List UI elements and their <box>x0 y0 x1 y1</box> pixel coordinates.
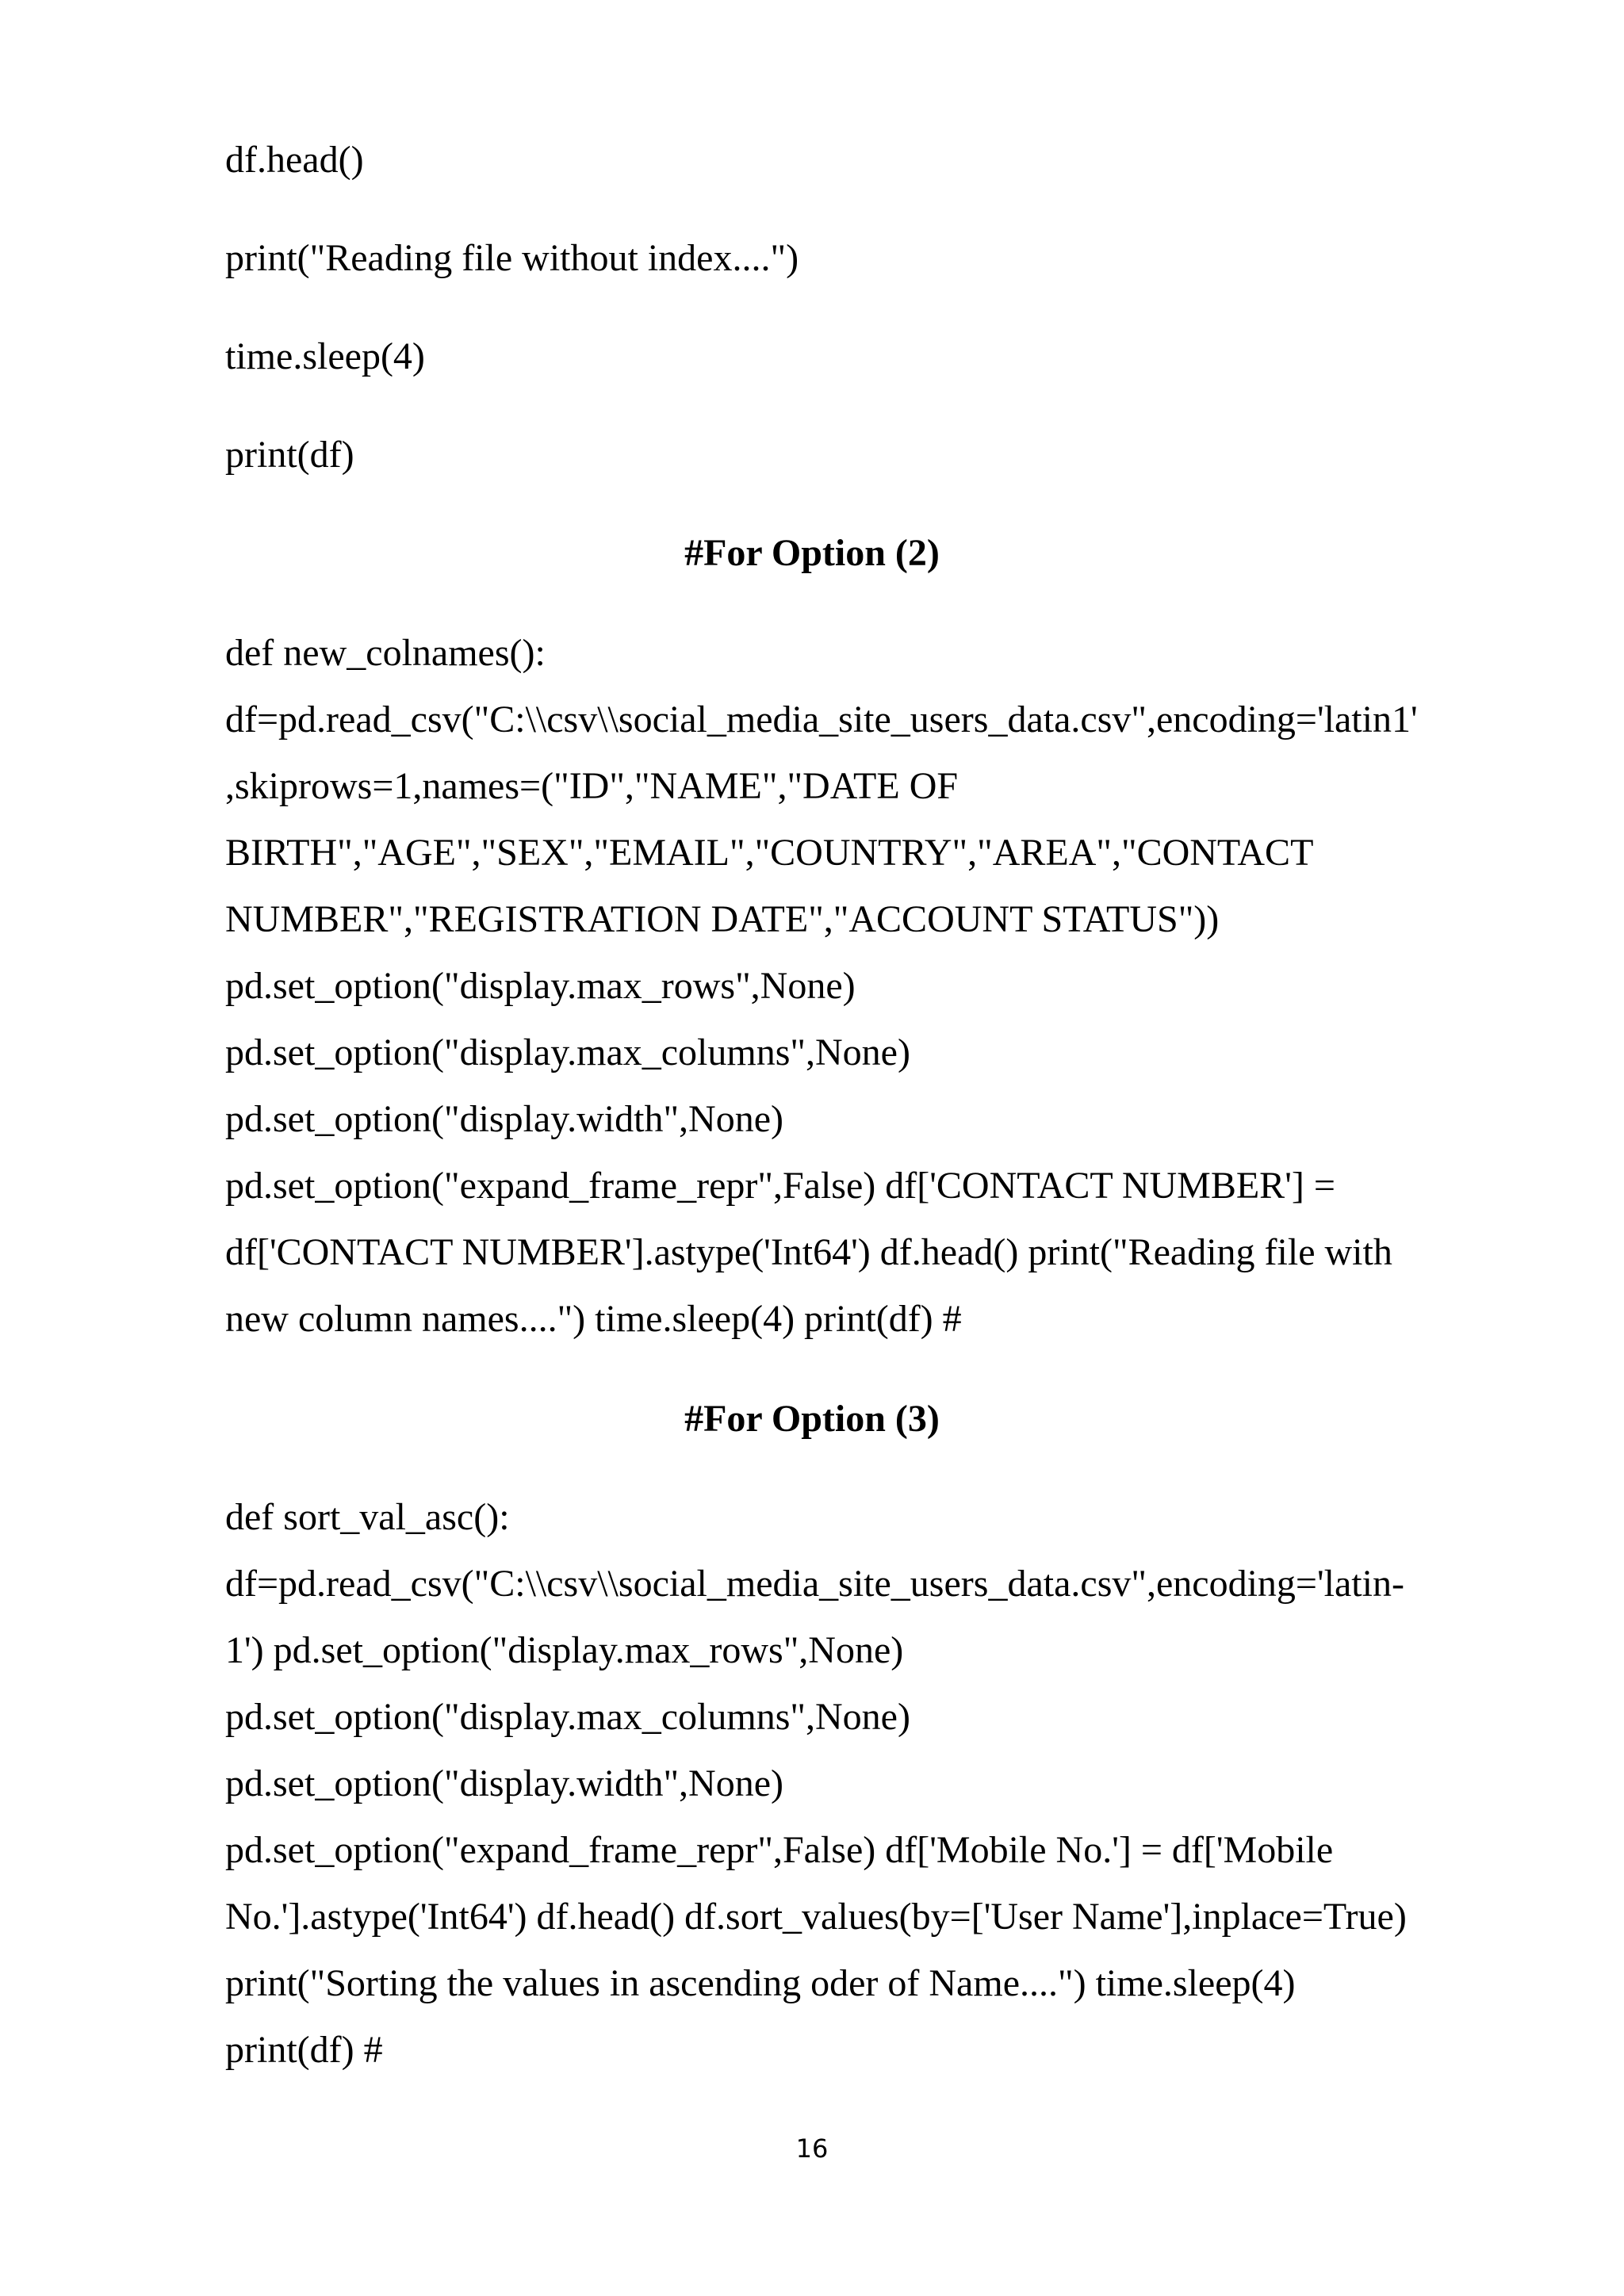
code-line: df=pd.read_csv("C:\\csv\\social_media_site_users_data.csv",encoding='latin- <box>225 1563 1404 1605</box>
code-line: pd.set_option("display.max_rows",None) <box>225 965 856 1007</box>
code-line: ,skiprows=1,names=("ID","NAME","DATE OF <box>225 765 959 807</box>
code-line: pd.set_option("display.max_columns",None) <box>225 1031 910 1073</box>
code-line: 1') pd.set_option("display.max_rows",None) <box>225 1629 904 1671</box>
code-line: time.sleep(4) <box>225 335 425 377</box>
code-line: def new_colnames(): <box>225 632 546 674</box>
code-line: BIRTH","AGE","SEX","EMAIL","COUNTRY","AREA","CONTACT <box>225 832 1314 874</box>
code-line: print("Sorting the values in ascending oder of Name....") time.sleep(4) <box>225 1962 1296 2004</box>
section-heading-option-2: #For Option (2) <box>684 532 940 574</box>
code-line: pd.set_option("display.width",None) <box>225 1098 783 1140</box>
page-number: 16 <box>795 2133 829 2164</box>
code-line: pd.set_option("expand_frame_repr",False) df['Mobile No.'] = df['Mobile <box>225 1829 1334 1871</box>
code-line: def sort_val_asc(): <box>225 1496 510 1538</box>
code-line: print(df) # <box>225 2029 383 2071</box>
section-heading-option-3: #For Option (3) <box>684 1398 940 1440</box>
code-line: pd.set_option("display.width",None) <box>225 1762 783 1804</box>
code-line: No.'].astype('Int64') df.head() df.sort_values(by=['User Name'],inplace=True) <box>225 1896 1407 1938</box>
code-line: print("Reading file without index....") <box>225 237 799 279</box>
code-line: NUMBER","REGISTRATION DATE","ACCOUNT STATUS")) <box>225 898 1220 940</box>
code-line: df['CONTACT NUMBER'].astype('Int64') df.head() print("Reading file with <box>225 1231 1392 1273</box>
code-line: pd.set_option("expand_frame_repr",False) df['CONTACT NUMBER'] = <box>225 1165 1335 1207</box>
code-line: df=pd.read_csv("C:\\csv\\social_media_site_users_data.csv",encoding='latin1' <box>225 698 1418 740</box>
code-line: df.head() <box>225 139 364 181</box>
code-line: new column names....") time.sleep(4) print(df) # <box>225 1298 962 1340</box>
code-line: pd.set_option("display.max_columns",None) <box>225 1696 910 1738</box>
code-line: print(df) <box>225 434 354 476</box>
